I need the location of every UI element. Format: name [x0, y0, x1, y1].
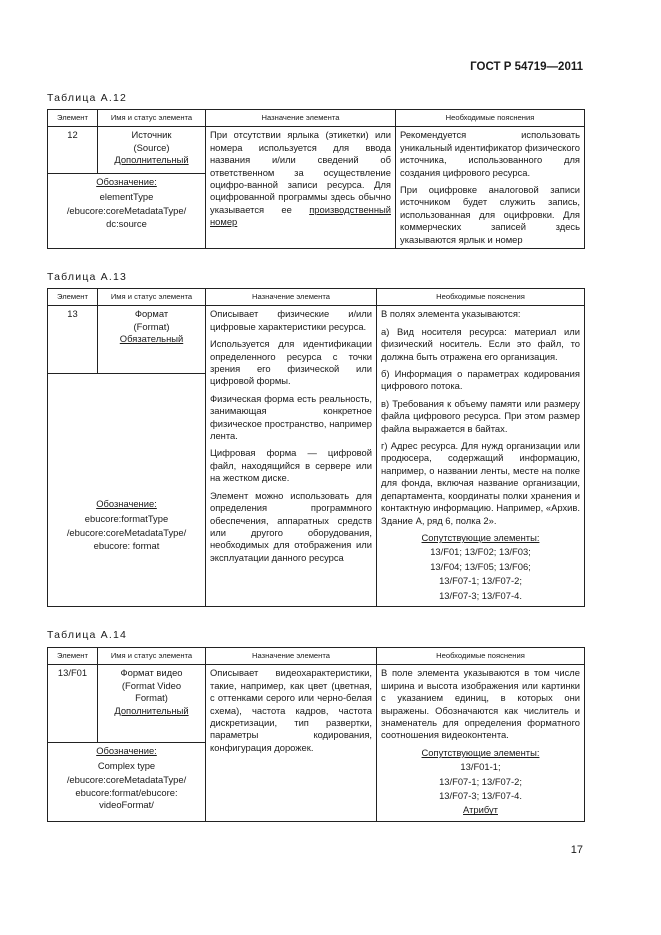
col-name: Имя и статус элемента [98, 289, 206, 306]
element-number: 13 [48, 306, 98, 374]
purpose-cell: Описывает видеохарактеристики, такие, например, как цвет (цветная, с оттенками серого или черно-белая схема), частота кадров, частота дискретизации, тип развертки, параметры кодирования, конфигурация дорожек. [206, 665, 377, 821]
col-purpose: Назначение элемента [206, 648, 377, 665]
element-status: Дополнительный [114, 704, 189, 716]
element-name-cell: Источник (Source) Дополнительный [98, 127, 206, 174]
standard-header: ГОСТ Р 54719—2011 [470, 61, 583, 73]
col-element: Элемент [48, 110, 98, 127]
element-status: Обязательный [119, 333, 184, 345]
table-a14 [47, 647, 585, 822]
table-a13-caption: Таблица А.13 [47, 271, 128, 283]
element-name-cell: Формат (Format) Обязательный [98, 306, 206, 374]
col-notes: Необходимые пояснения [377, 648, 585, 665]
notes-cell: Рекомендуется использовать уникальный идентификатор физического источника, использованного для создания цифрового ресурса. При оцифровке аналоговой записи источником будет служить запись, использованная для оцифровки. Для коммерческих записей здесь указываются ярлык и номер [396, 127, 585, 249]
attribute-label: Атрибут [463, 804, 498, 816]
element-status: Дополнительный [114, 154, 189, 166]
purpose-cell: При отсутствии ярлыка (этикетки) или номера используется для ввода названия и/или сведений об ответственном за осуществление оцифро-ванной записи ресурса. Для оцифрованной программы здесь обычно указывается ее производственный номер [206, 127, 396, 249]
element-number: 13/F01 [48, 665, 98, 743]
col-name: Имя и статус элемента [98, 110, 206, 127]
table-a14-caption: Таблица А.14 [47, 629, 128, 641]
col-purpose: Назначение элемента [206, 289, 377, 306]
col-purpose: Назначение элемента [206, 110, 396, 127]
col-element: Элемент [48, 289, 98, 306]
designation-cell: Обозначение: elementType /ebucore:coreMetadataType/ dc:source [48, 174, 206, 249]
related-elements: Сопутствующие элементы: 13/F01-1; 13/F07-1; 13/F07-2; 13/F07-3; 13/F07-4. Атрибут [381, 747, 580, 817]
table-a12 [47, 109, 585, 249]
designation-cell: Обозначение: Complex type /ebucore:coreMetadataType/ ebucore:format/ebucore: videoFormat/ [48, 743, 206, 821]
page-number: 17 [570, 844, 583, 856]
element-number: 12 [48, 127, 98, 174]
purpose-cell: Описывает физические и/или цифровые характеристики ресурса. Используется для идентификации определенного ресурса с точки зрения его физической или цифровой формы. Физическая форма есть реальность, занимающая конкретное физическое пространство, например лента. Цифровая форма — цифровой файл, находящийся в сервере или на жестком диске. Элемент можно использовать для определения программного обеспечения, аппаратных средств или другого оборудования, необходимых для отображения или эксплуатации данного ресурса [206, 306, 377, 607]
designation-cell: Обозначение: ebucore:formatType /ebucore:coreMetadataType/ ebucore: format [48, 374, 206, 607]
col-notes: Необходимые пояснения [396, 110, 585, 127]
table-a13 [47, 288, 585, 607]
notes-cell: В поле элемента указываются в том числе ширина и высота изображения или картинки с указанием единиц, в которых они выражены. Обозначаются как числитель и знаменатель для определения форматного соотношения видеоконтента. Сопутствующие элементы: 13/F01-1; 13/F07-1; 13/F07-2; 13/F07-3; 13/F07-4. Атрибут [377, 665, 585, 821]
element-name-cell: Формат видео (Format Video Format) Дополнительный [98, 665, 206, 743]
col-notes: Необходимые пояснения [377, 289, 585, 306]
notes-cell: В полях элемента указываются: а) Вид носителя ресурса: материал или физический носитель. Если это файл, то должна быть отражена его организация. б) Информация о параметрах кодирования цифрового потока. в) Требования к объему памяти или размеру файла цифрового ресурса. При этом размер файла выражается в байтах. г) Адрес ресурса. Для нужд организации или продюсера, содержащий информацию, например, о названии ленты, месте на полке для фонда, включая название организации, департамента, координаты полки хранения и контактную информацию. Например, «Архив. Здание А, ряд 6, полка 2». Сопутствующие элементы: 13/F01; 13/F02; 13/F03; 13/F04; 13/F05; 13/F06; 13/F07-1; 13/F07-2; 13/F07-3; 13/F07-4. [377, 306, 585, 607]
related-elements: Сопутствующие элементы: 13/F01; 13/F02; 13/F03; 13/F04; 13/F05; 13/F06; 13/F07-1; 13/F07-2; 13/F07-3; 13/F07-4. [421, 531, 540, 601]
col-element: Элемент [48, 648, 98, 665]
table-a12-caption: Таблица А.12 [47, 92, 128, 104]
col-name: Имя и статус элемента [98, 648, 206, 665]
